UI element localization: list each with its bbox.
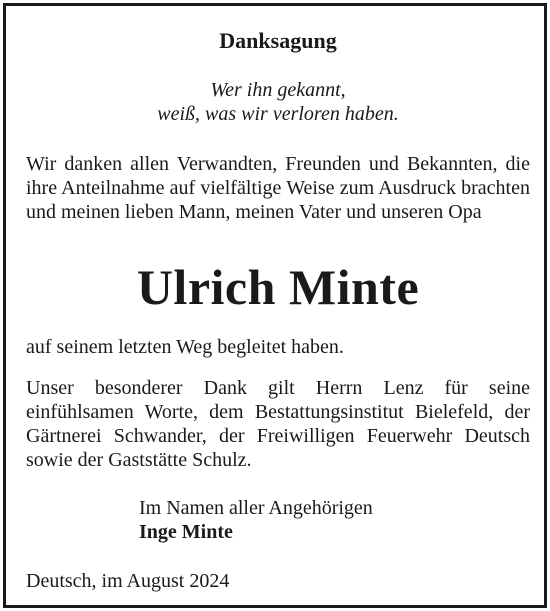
place-date: Deutsch, im August 2024 xyxy=(26,570,230,592)
motto xyxy=(6,78,550,126)
special-thanks-paragraph: Unser besonderer Dank gilt Herrn Lenz für seine einfühlsamen Worte, dem Bestattungsinstitut Bielefeld, der Gärtnerei Schwander, der Freiwilligen Feuerwehr Deutsch sowie der Gaststätte Schulz. xyxy=(26,377,530,471)
thanks-paragraph: Wir danken allen Verwandten, Freunden und Bekannten, die ihre Anteilnahme auf vielfältige Weise zum Ausdruck brachten und meinen lieben Mann, meinen Vater und unseren Opa xyxy=(26,153,530,223)
motto-line-1: Wer ihn gekannt, xyxy=(210,79,346,101)
notice-frame xyxy=(3,3,547,608)
deceased-name: Ulrich Minte xyxy=(136,259,420,315)
motto-line-2: weiß, was wir verloren haben. xyxy=(157,103,399,125)
signature-name: Inge Minte xyxy=(139,521,233,543)
farewell-paragraph: auf seinem letzten Weg begleitet haben. xyxy=(26,336,344,358)
notice-title: Danksagung xyxy=(219,28,337,53)
signature-intro: Im Namen aller Angehörigen xyxy=(139,497,373,519)
